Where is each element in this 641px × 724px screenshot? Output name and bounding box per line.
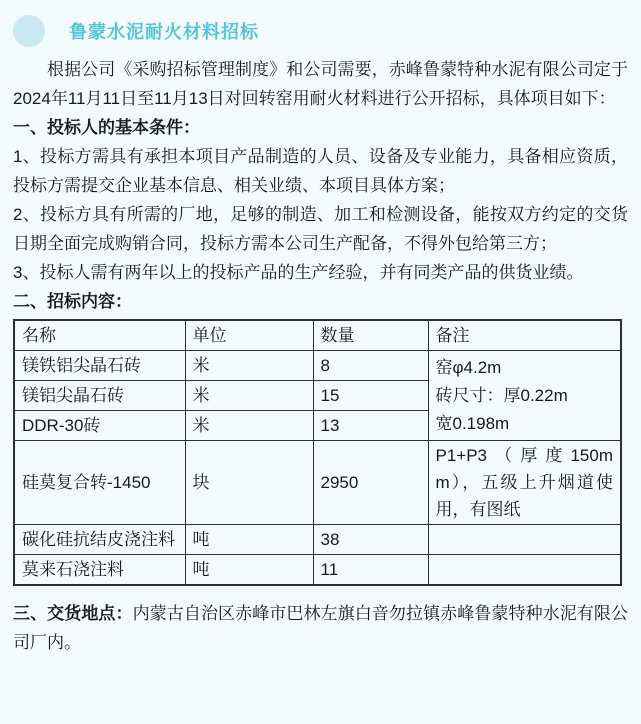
table-cell-note <box>428 555 621 586</box>
section1-item-1: 1、投标方需具有承担本项目产品制造的人员、设备及专业能力，具备相应资质，投标方需提交企业基本信息、相关业绩、本项目具体方案； <box>13 147 628 195</box>
table-cell-qty: 15 <box>313 381 428 411</box>
table-cell-unit: 吨 <box>185 555 313 586</box>
table-cell-qty: 2950 <box>313 441 428 525</box>
table-cell-note: P1+P3（厚度150mm），五级上升烟道使用，有图纸 <box>428 441 621 525</box>
table-cell-qty: 11 <box>313 555 428 586</box>
title-bullet-circle-icon <box>13 15 45 47</box>
table-header-name: 名称 <box>14 320 185 351</box>
section2-heading: 二、招标内容： <box>13 292 132 311</box>
section1-item-2: 2、投标方具有所需的厂地，足够的制造、加工和检测设备，能按双方约定的交货日期全面完成购销合同，投标方需本公司生产配备，不得外包给第三方； <box>13 205 628 253</box>
intro-paragraph: 根据公司《采购招标管理制度》和公司需要，赤峰鲁蒙特种水泥有限公司定于2024年11月11日至11月13日对回转窑用耐火材料进行公开招标，具体项目如下： <box>13 60 628 108</box>
section3-text: 内蒙古自治区赤峰市巴林左旗白音勿拉镇赤峰鲁蒙特种水泥有限公司厂内。 <box>13 604 629 652</box>
table-cell-unit: 米 <box>185 351 313 381</box>
table-cell-qty: 13 <box>313 411 428 441</box>
table-row <box>14 555 621 586</box>
section3-paragraph <box>13 599 628 657</box>
table-header-qty: 数量 <box>313 320 428 351</box>
table-cell-name: 碳化硅抗结皮浇注料 <box>14 525 185 555</box>
section1-heading: 一、投标人的基本条件： <box>13 118 200 137</box>
table-header-note: 备注 <box>428 320 621 351</box>
table-cell-name: 硅莫复合转-1450 <box>14 441 185 525</box>
section3-heading: 三、交货地点： <box>13 604 133 623</box>
table-cell-unit: 块 <box>185 441 313 525</box>
table-cell-unit: 吨 <box>185 525 313 555</box>
table-cell-name: 镁铁铝尖晶石砖 <box>14 351 185 381</box>
table-cell-note <box>428 525 621 555</box>
table-header-row <box>14 320 621 351</box>
table-row <box>14 441 621 525</box>
merged-note-line-1: 窑φ4.2m <box>435 357 502 377</box>
table-cell-merged-note <box>428 351 621 441</box>
tender-table <box>13 319 622 586</box>
table-row <box>14 525 621 555</box>
table-cell-qty: 38 <box>313 525 428 555</box>
table-header-unit: 单位 <box>185 320 313 351</box>
table-cell-qty: 8 <box>313 351 428 381</box>
table-row <box>14 351 621 381</box>
title-row <box>13 15 628 47</box>
section1-item-3: 3、投标人需有两年以上的投标产品的生产经验，并有同类产品的供货业绩。 <box>13 263 584 282</box>
table-cell-name: 镁铝尖晶石砖 <box>14 381 185 411</box>
table-cell-name: DDR-30砖 <box>14 411 185 441</box>
page-title: 鲁蒙水泥耐火材料招标 <box>69 22 259 42</box>
table-cell-unit: 米 <box>185 381 313 411</box>
merged-note-line-3: 宽0.198m <box>435 413 510 433</box>
merged-note-line-2: 砖尺寸：厚0.22m <box>435 385 568 405</box>
table-cell-unit: 米 <box>185 411 313 441</box>
table-cell-name: 莫来石浇注料 <box>14 555 185 586</box>
